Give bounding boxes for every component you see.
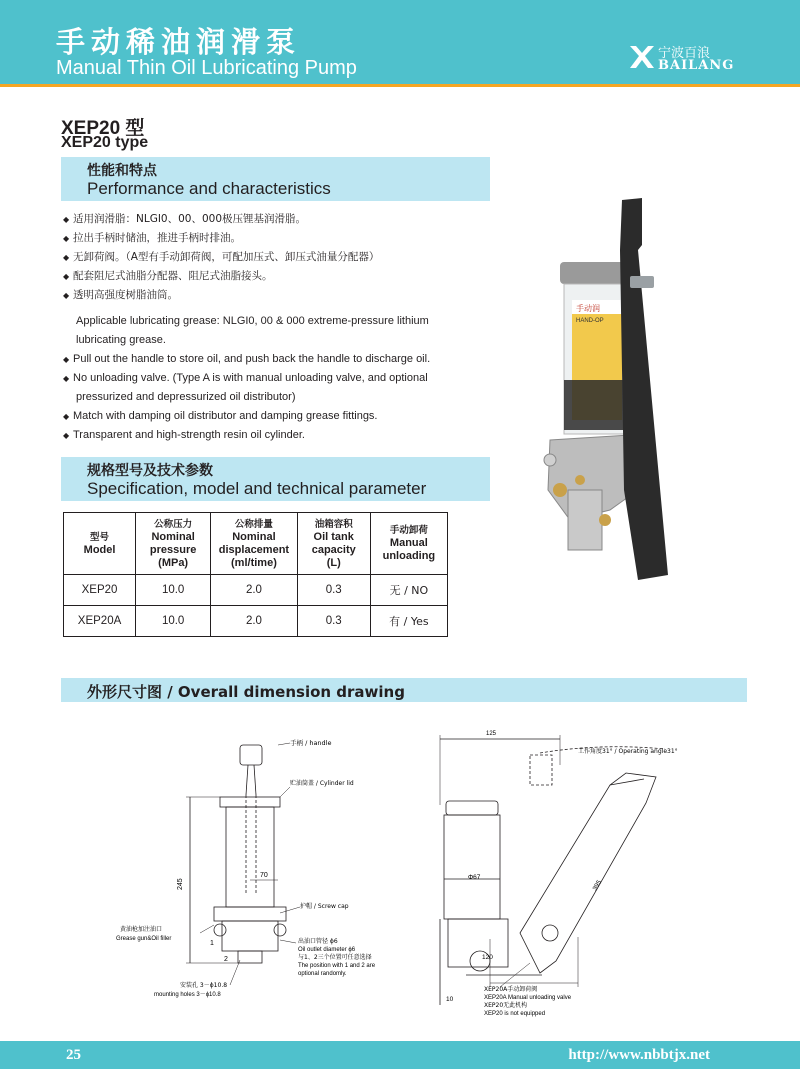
cell-pressure: 10.0: [136, 606, 211, 637]
bullet-cn-5: ◆ 透明高强度树脂油筒。: [63, 289, 178, 301]
dim-395: 395: [591, 879, 604, 892]
logo-text-cn: 宁波百浪: [658, 46, 711, 61]
bullet-en-1: Applicable lubricating grease: NLGI0, 00 & 000 extreme-pressure lithium: [76, 315, 429, 327]
label-valve-cn: XEP20A手动卸荷阀: [484, 986, 538, 993]
spec-header-capacity: 油箱容积 Oil tank capacity (L): [297, 513, 370, 575]
header-rule: [0, 84, 800, 87]
label-screw-cap: 护帽 / Screw cap: [300, 903, 349, 910]
bullet-en-2: ◆ Pull out the handle to store oil, and push back the handle to discharge oil.: [63, 353, 431, 365]
photo-label-cn: 手动润: [576, 304, 600, 313]
performance-section-header: [61, 157, 490, 201]
label-outlet-en: Oil outlet diameter ϕ6: [298, 947, 356, 953]
model-title-en: XEP20 type: [61, 134, 149, 151]
label-not-equipped-cn: XEP20无此机构: [484, 1002, 528, 1009]
model-title-cn: XEP20 型: [61, 118, 145, 139]
cell-capacity: 0.3: [297, 606, 370, 637]
side-view-drawing: [430, 725, 760, 1025]
logo-text-en: BAILANG: [658, 58, 735, 73]
label-outlet-cn: 出油口管径 ϕ6: [298, 938, 338, 945]
cell-displacement: 2.0: [211, 606, 298, 637]
bullet-cn-2: ◆ 拉出手柄时储油，推进手柄时排油。: [63, 232, 241, 244]
label-handle: 手柄 / handle: [290, 739, 332, 747]
label-valve-en: XEP20A Manual unloading valve: [484, 995, 572, 1001]
spec-table-header-row: [64, 513, 448, 575]
cell-model: XEP20: [64, 575, 136, 606]
dim-diameter: Φ67: [468, 874, 481, 881]
brand-logo: [628, 40, 738, 76]
label-position-cn: 与1、2三个位置可任意选择: [298, 954, 372, 961]
page-header: [0, 0, 800, 84]
dim-120: 120: [482, 954, 493, 961]
website-link[interactable]: http://www.nbbtjx.net: [568, 1047, 710, 1063]
bullet-cn-4: ◆ 配套阻尼式油脂分配器、阻尼式油脂接头。: [63, 270, 273, 282]
cell-displacement: 2.0: [211, 575, 298, 606]
page-number: 25: [66, 1047, 81, 1063]
spec-header-unloading: 手动卸荷 Manual unloading: [370, 513, 447, 575]
spec-header-pressure: 公称压力 Nominal pressure (MPa): [136, 513, 211, 575]
cell-capacity: 0.3: [297, 575, 370, 606]
dim-10: 10: [446, 996, 454, 1003]
label-mount-en: mounting holes 3－ϕ10.8: [154, 992, 221, 998]
mark-2: 2: [224, 956, 228, 963]
product-photo: [520, 190, 680, 590]
spec-header-model: 型号 Model: [64, 513, 136, 575]
spec-section-header: [61, 457, 490, 501]
mark-1: 1: [210, 940, 214, 947]
header-title-cn: 手动稀油润滑泵: [56, 25, 302, 59]
bullet-en-3: ◆ No unloading valve. (Type A is with manual unloading valve, and optional: [63, 372, 428, 384]
cell-unloading: 无 / NO: [370, 575, 447, 606]
table-row: [64, 606, 448, 637]
bullet-en-3b: pressurized and depressurized oil distributor): [76, 391, 296, 403]
bullet-en-4: ◆ Match with damping oil distributor and damping grease fittings.: [63, 410, 378, 422]
bullet-cn-3: ◆ 无卸荷阀。（A型有手动卸荷阀，可配加压式、卸压式油量分配器）: [63, 251, 380, 263]
spec-table: [63, 512, 448, 637]
spec-title-cn: 规格型号及技术参数: [87, 463, 213, 479]
dim-height: 245: [177, 878, 184, 890]
label-position-en2: optional randomly.: [298, 971, 347, 977]
table-row: [64, 575, 448, 606]
drawing-title: 外形尺寸图 / Overall dimension drawing: [87, 683, 405, 701]
logo-mark-icon: [628, 42, 654, 72]
front-view-drawing: [116, 735, 410, 1005]
cell-pressure: 10.0: [136, 575, 211, 606]
label-filler-en: Grease gun&Oil filler: [116, 936, 172, 942]
drawing-section-header: [61, 678, 747, 702]
header-title-en: Manual Thin Oil Lubricating Pump: [56, 57, 357, 79]
label-cylinder-lid: 贮油筒盖 / Cylinder lid: [290, 780, 354, 787]
performance-title-cn: 性能和特点: [87, 163, 157, 179]
photo-label-en: HAND-OP: [576, 318, 604, 324]
cell-model: XEP20A: [64, 606, 136, 637]
cell-unloading: 有 / Yes: [370, 606, 447, 637]
label-not-equipped-en: XEP20 is not equipped: [484, 1011, 546, 1017]
label-mount-cn: 安装孔 3－ϕ10.8: [180, 982, 228, 989]
spec-title-en: Specification, model and technical parameter: [87, 479, 427, 498]
label-position-en1: The position with 1 and 2 are: [298, 963, 376, 969]
bullet-en-5: ◆ Transparent and high-strength resin oil cylinder.: [63, 429, 305, 441]
spec-header-displacement: 公称排量 Nominal displacement (ml/time): [211, 513, 298, 575]
bullet-en-1b: lubricating grease.: [76, 334, 166, 346]
dim-70: 70: [260, 872, 268, 879]
label-operating-angle: 工作角度31° / Operating angle31°: [578, 748, 678, 755]
dim-125: 125: [486, 731, 497, 737]
bullet-cn-1: ◆ 适用润滑脂：NLGI0、00、000极压锂基润滑脂。: [63, 213, 307, 225]
label-filler-cn: 黄油枪加注油口: [120, 926, 163, 933]
performance-title-en: Performance and characteristics: [87, 179, 331, 198]
page-footer: [0, 1041, 800, 1069]
